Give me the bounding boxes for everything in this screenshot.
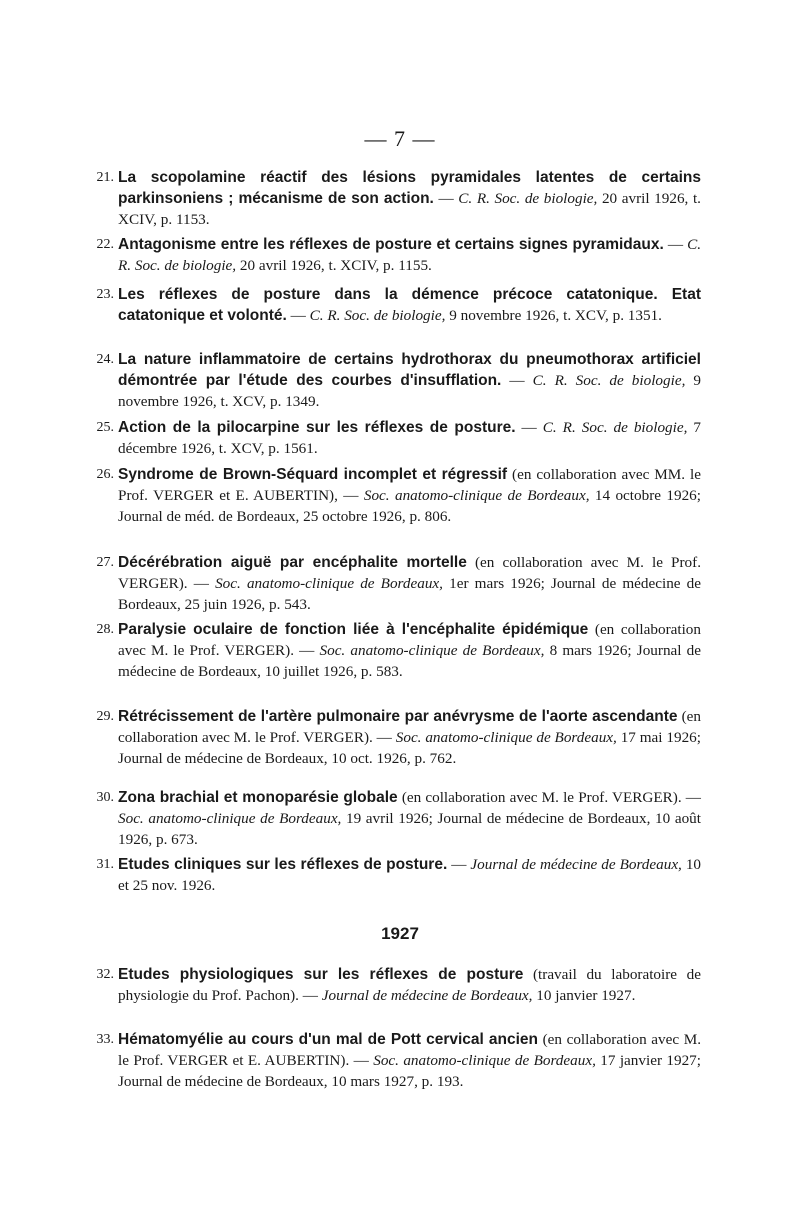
entry-source: Soc. anatomo-clinique de Bordeaux,: [363, 486, 590, 504]
entry-text: —: [515, 419, 543, 436]
entry-source: C. R. Soc. de biologie,: [118, 236, 702, 274]
entry-title: La nature inflammatoire de certains hydrothorax du pneumothorax artificiel démontrée par l'étude des courbes d'insufflation.: [118, 351, 701, 389]
entry-text: (en collaboration avec M. le Prof. VERGER). —: [118, 708, 701, 746]
entry-text: —: [433, 189, 459, 207]
entry-details: 20 avril 1926, t. XCIV, p. 1153.: [118, 189, 701, 228]
entry-number: 29.: [96, 709, 114, 724]
bibliography-entry: [96, 788, 701, 850]
entry-details: 7 décembre 1926, t. XCV, p. 1561.: [118, 419, 702, 457]
bibliography-entry: [96, 235, 702, 277]
bibliography-entry: [96, 465, 701, 527]
entry-title: Etudes cliniques sur les réflexes de posture.: [118, 856, 448, 873]
entry-text: —: [286, 306, 310, 324]
bibliography-entry: [96, 965, 702, 1007]
entry-source: C. R. Soc. de biologie,: [542, 419, 688, 436]
entry-details: 19 avril 1926; Journal de médecine de Bordeaux, 10 août 1926, p. 673.: [118, 809, 701, 848]
entry-number: 23.: [96, 287, 114, 302]
entry-details: 14 octobre 1926; Journal de méd. de Bordeaux, 25 octobre 1926, p. 806.: [118, 486, 701, 525]
entry-text: (en collaboration avec M. le Prof. VERGER et E. AUBERTIN). —: [118, 1031, 702, 1069]
entry-text: —: [501, 371, 533, 389]
entry-source: Soc. anatomo-clinique de Bordeaux,: [118, 809, 342, 827]
entry-title: Hématomyélie au cours d'un mal de Pott cervical ancien: [118, 1031, 539, 1048]
entry-text: (en collaboration avec M. le Prof. VERGER). —: [118, 554, 702, 592]
entry-text: (en collaboration avec MM. le Prof. VERGER et E. AUBERTIN), —: [118, 466, 701, 504]
entry-details: 1er mars 1926; Journal de médecine de Bordeaux, 25 juin 1926, p. 543.: [118, 574, 701, 613]
entry-source: C. R. Soc. de biologie,: [532, 371, 686, 389]
entry-source: C. R. Soc. de biologie,: [309, 306, 446, 324]
page-number: — 7 —: [364, 126, 436, 151]
entry-title: Syndrome de Brown-Séquard incomplet et régressif: [118, 466, 508, 483]
entry-title: Rétrécissement de l'artère pulmonaire par anévrysme de l'aorte ascendante: [118, 708, 678, 725]
entry-text: (en collaboration avec M. le Prof. VERGER). —: [118, 621, 701, 659]
bibliography-entry: [96, 553, 702, 615]
entry-text: —: [663, 236, 688, 253]
entry-number: 21.: [96, 170, 114, 185]
entry-title: Décérébration aiguë par encéphalite mortelle: [118, 554, 467, 571]
entry-details: 10 et 25 nov. 1926.: [118, 856, 702, 894]
entry-number: 24.: [96, 352, 114, 367]
year-heading: 1927: [381, 924, 419, 943]
entry-source: Soc. anatomo-clinique de Bordeaux,: [373, 1051, 596, 1069]
entry-details: 10 janvier 1927.: [532, 986, 636, 1004]
entry-title: Etudes physiologiques sur les réflexes de posture: [118, 966, 524, 983]
bibliography-entry: [96, 418, 702, 460]
bibliography-entry: [96, 1030, 702, 1092]
bibliography-entry: [96, 707, 701, 769]
bibliography-entry: [96, 350, 701, 412]
entry-details: 9 novembre 1926, t. XCV, p. 1349.: [118, 371, 701, 410]
entry-text: (en collaboration avec M. le Prof. VERGER). —: [397, 789, 701, 806]
entry-title: Zona brachial et monoparésie globale: [118, 789, 398, 806]
entry-title: La scopolamine réactif des lésions pyramidales latentes de certains parkinsoniens ; mécanisme de son action.: [118, 169, 701, 207]
entry-text: —: [447, 856, 471, 873]
entry-details: 20 avril 1926, t. XCIV, p. 1155.: [236, 256, 432, 274]
entry-source: Journal de médecine de Bordeaux,: [470, 856, 682, 873]
entry-number: 30.: [96, 790, 114, 805]
entry-source: C. R. Soc. de biologie,: [458, 189, 598, 207]
entry-number: 33.: [96, 1032, 114, 1047]
entry-number: 28.: [96, 622, 114, 637]
bibliography-entry: [96, 855, 702, 897]
bibliography-entry: [96, 620, 701, 682]
entry-number: 26.: [96, 467, 114, 482]
entry-title: Action de la pilocarpine sur les réflexes de posture.: [118, 419, 516, 436]
entry-details: 9 novembre 1926, t. XCV, p. 1351.: [445, 306, 662, 324]
entry-number: 32.: [96, 967, 114, 982]
entry-number: 25.: [96, 420, 114, 435]
entry-source: Soc. anatomo-clinique de Bordeaux,: [395, 728, 617, 746]
bibliography-entry: [96, 168, 701, 230]
entry-title: Paralysie oculaire de fonction liée à l'encéphalite épidémique: [118, 621, 589, 638]
entry-number: 31.: [96, 857, 114, 872]
bibliography-entry: [96, 285, 701, 327]
entry-number: 22.: [96, 237, 114, 252]
entry-details: 17 janvier 1927; Journal de médecine de Bordeaux, 10 mars 1927, p. 193.: [118, 1051, 701, 1090]
entry-source: Soc. anatomo-clinique de Bordeaux,: [215, 574, 443, 592]
entry-source: Journal de médecine de Bordeaux,: [321, 986, 533, 1004]
entry-number: 27.: [96, 555, 114, 570]
entry-source: Soc. anatomo-clinique de Bordeaux,: [319, 641, 545, 659]
entry-details: 17 mai 1926; Journal de médecine de Bordeaux, 10 oct. 1926, p. 762.: [118, 728, 701, 767]
entry-title: Antagonisme entre les réflexes de posture et certains signes pyramidaux.: [118, 236, 664, 253]
entry-details: 8 mars 1926; Journal de médecine de Bordeaux, 10 juillet 1926, p. 583.: [118, 641, 701, 680]
entry-title: Les réflexes de posture dans la démence précoce catatonique. Etat catatonique et volonté.: [118, 286, 701, 324]
entry-text: (travail du laboratoire de physiologie du Prof. Pachon). —: [118, 966, 702, 1004]
